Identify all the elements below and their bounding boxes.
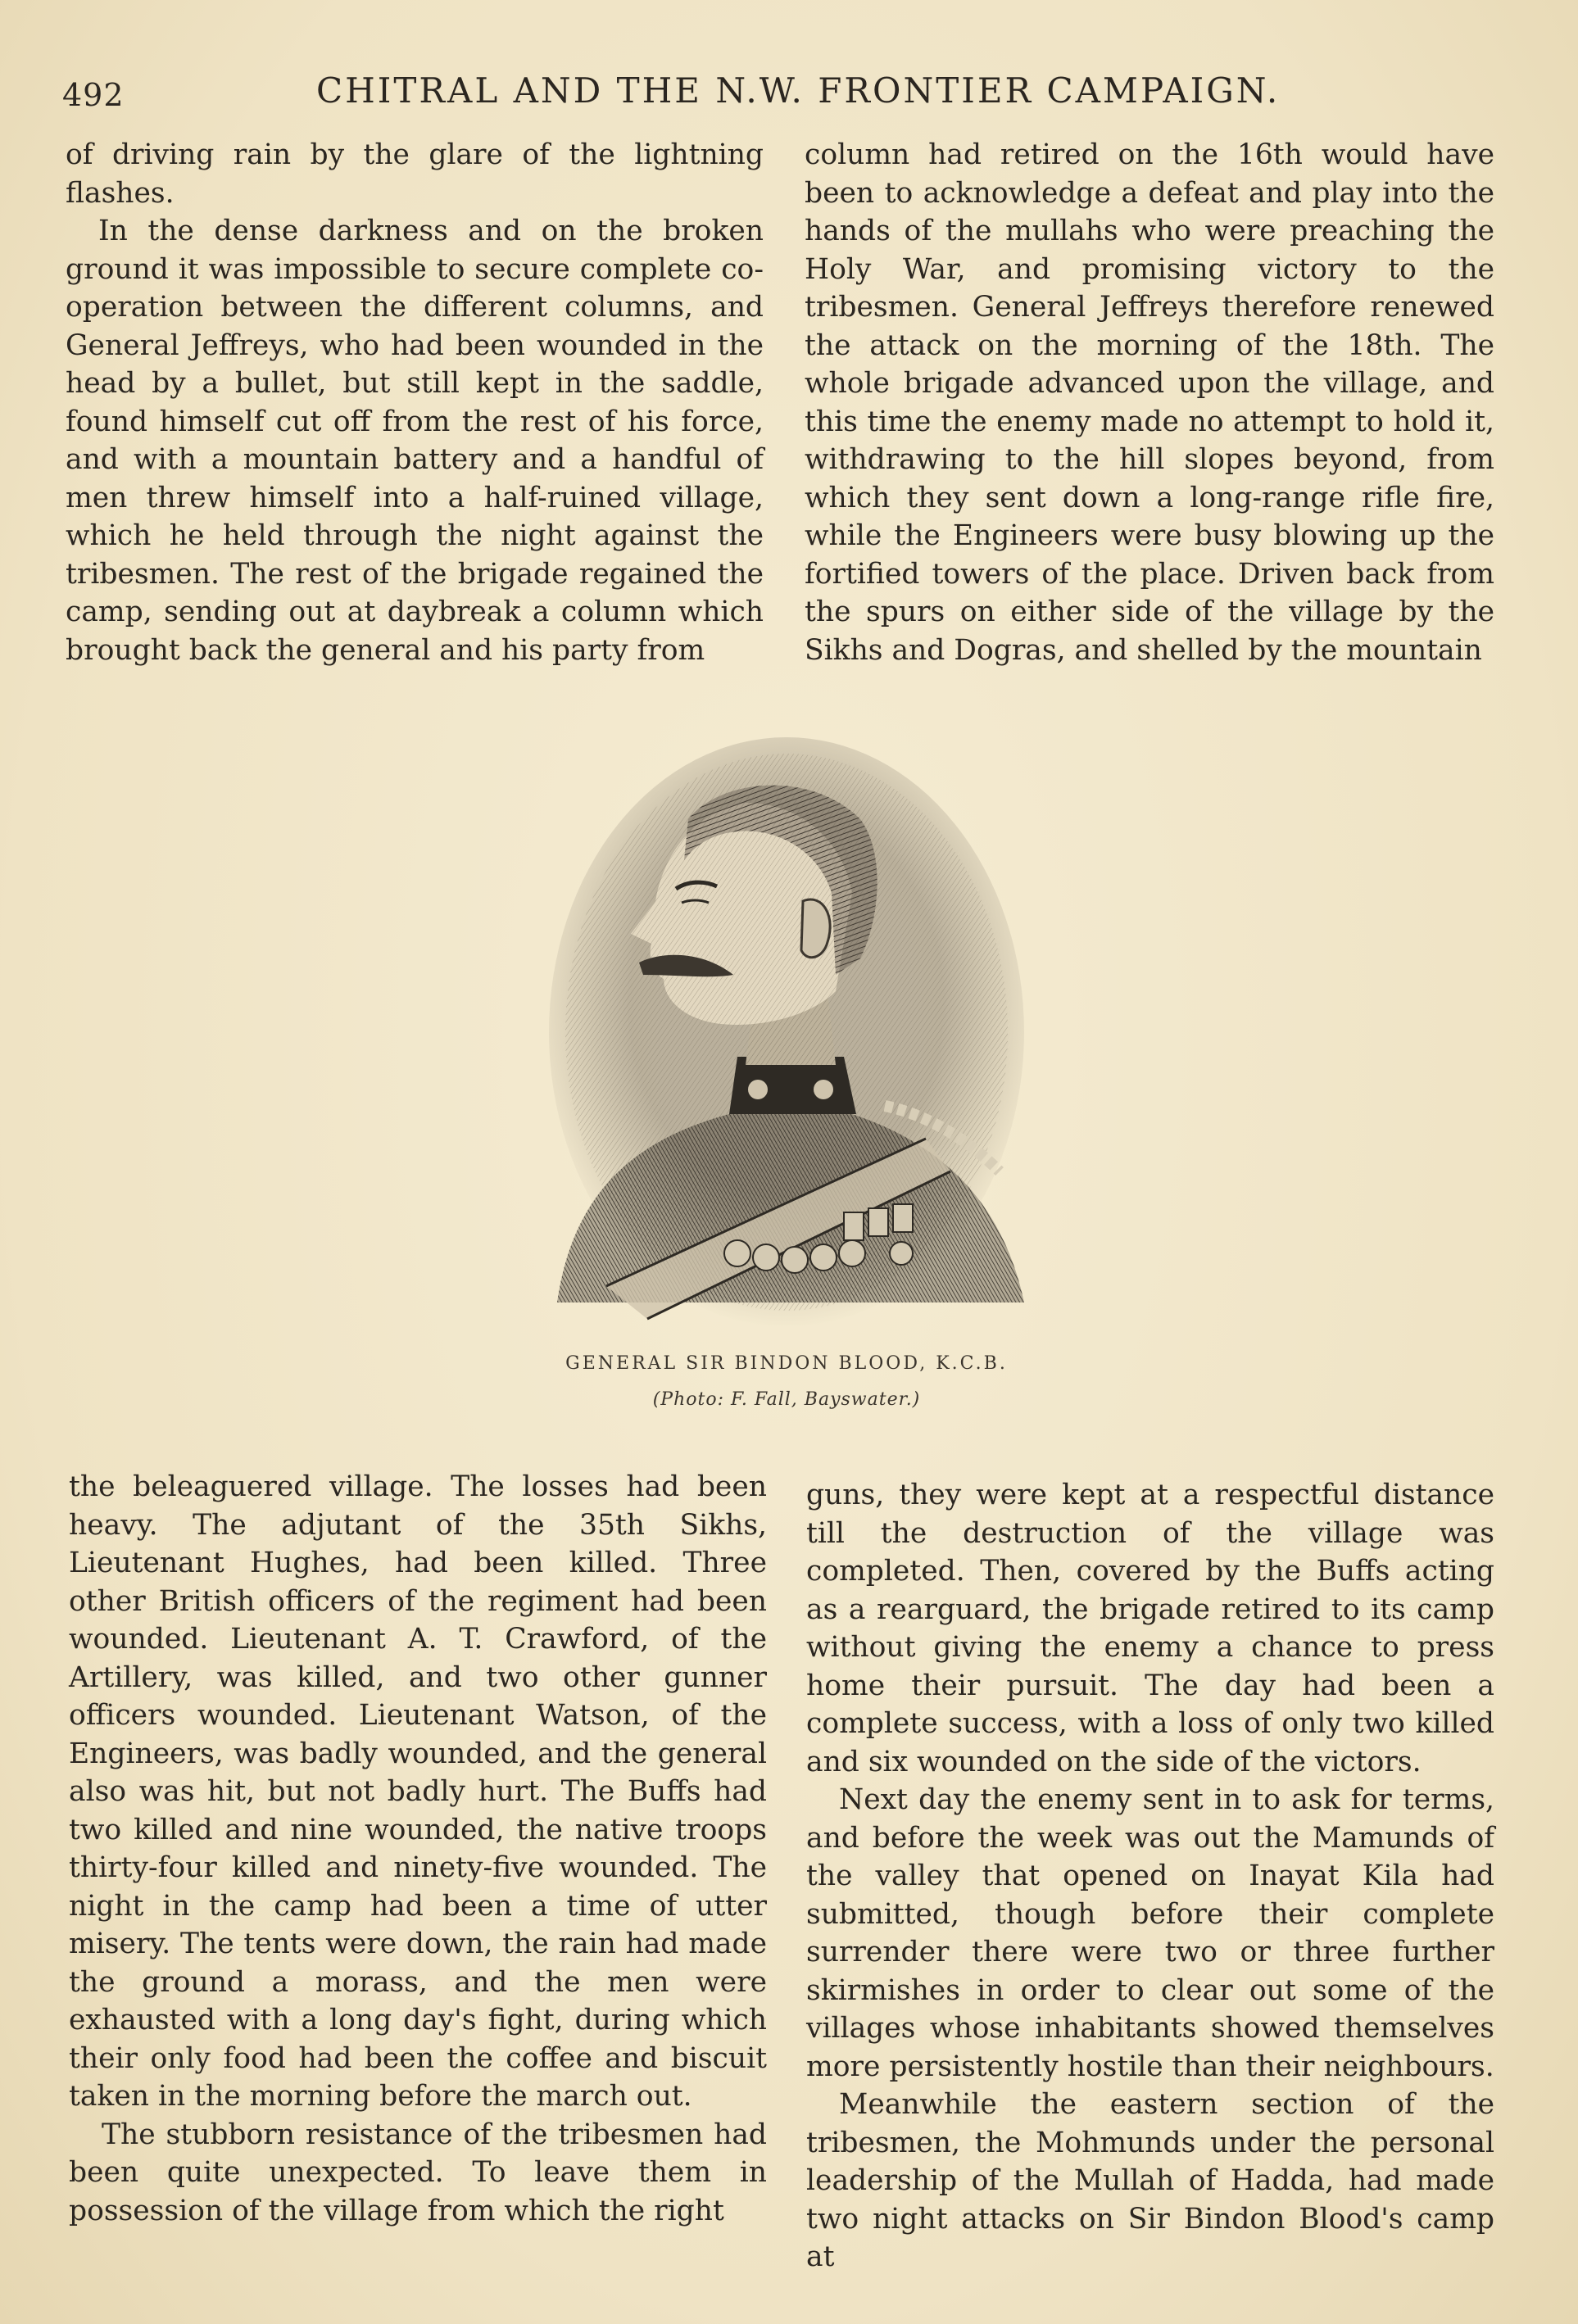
paragraph: The stubborn resistance of the tribesmen had been quite unexpected. To leave them in possession of the village from which the right <box>69 2118 767 2227</box>
paragraph: column had retired on the 16th would have been to acknowledge a defeat and play into the hands of the mullahs who were preaching the Holy War, and promising victory to the tribesmen. General Jeffreys therefore renewed the attack on the morning of the 18th. The whole brigade advanced upon the village, and this time the enemy made no attempt to hold it, withdrawing to the hill slopes beyond, from which they sent down a long-range rifle fire, while the Engineers were busy blowing up the fortified towers of the place. Driven back from the spurs on either side of the village by the Sikhs and Dogras, and shelled by the mountain <box>805 138 1494 667</box>
page-header <box>62 66 1504 115</box>
portrait-engraving <box>541 729 1032 1335</box>
paragraph: the beleaguered village. The losses had been heavy. The adjutant of the 35th Sikhs, Lieutenant Hughes, had been killed. Three other British officers of the regiment had been wounded. Lieutenant A. T. Crawford, of the Artillery, was killed, and two other gunner officers wounded. Lieutenant Watson, of the Engineers, was badly wounded, and the general also was hit, but not badly hurt. The Buffs had two killed and nine wounded, the native troops thirty-four killed and ninety-five wounded. The night in the camp had been a time of utter misery. The tents were down, the rain had made the ground a morass, and the men were exhausted with a long day's fight, during which their only food had been the coffee and biscuit taken in the morning before the march out. <box>69 1470 767 2113</box>
page-number: 492 <box>62 77 125 113</box>
column-bottom-right <box>806 1476 1494 2276</box>
column-bottom-left <box>69 1468 767 2230</box>
paragraph: guns, they were kept at a respectful distance till the destruction of the village was completed. Then, covered by the Buffs acting as a rearguard, the brigade retired to its camp without giving the enemy a chance to press home their pursuit. The day had been a complete success, with a loss of only two killed and six wounded on the side of the victors. <box>806 1479 1494 1778</box>
paragraph: Meanwhile the eastern section of the tribesmen, the Mohmunds under the personal leadership of the Mullah of Hadda, had made two night attacks on Sir Bindon Blood's camp at <box>806 2088 1494 2273</box>
paragraph: of driving rain by the glare of the lightning flashes. <box>66 138 764 210</box>
photo-credit: (Photo: F. Fall, Bayswater.) <box>652 1389 921 1410</box>
paragraph: Next day the enemy sent in to ask for terms, and before the week was out the Mamunds of the valley that opened on Inayat Kila had submitted, though before their complete surrender there were two or three further skirmishes in order to clear out some of the villages whose inhabitants showed themselves more persistently hostile than their neighbours. <box>806 1783 1494 2083</box>
column-top-right <box>805 136 1494 669</box>
figure-caption: GENERAL SIR BINDON BLOOD, K.C.B. <box>565 1353 1008 1374</box>
running-title: CHITRAL AND THE N.W. FRONTIER CAMPAIGN. <box>316 70 1281 111</box>
paragraph: In the dense darkness and on the broken ground it was impossible to secure complete co-operation between the different columns, and General Jeffreys, who had been wounded in the head by a bullet, but still kept in the saddle, found himself cut off from the rest of his force, and with a mountain battery and a handful of men threw himself into a half-ruined village, which he held through the night against the tribesmen. The rest of the brigade regained the camp, sending out at daybreak a column which brought back the general and his party from <box>66 215 764 667</box>
column-top-left <box>66 136 764 669</box>
